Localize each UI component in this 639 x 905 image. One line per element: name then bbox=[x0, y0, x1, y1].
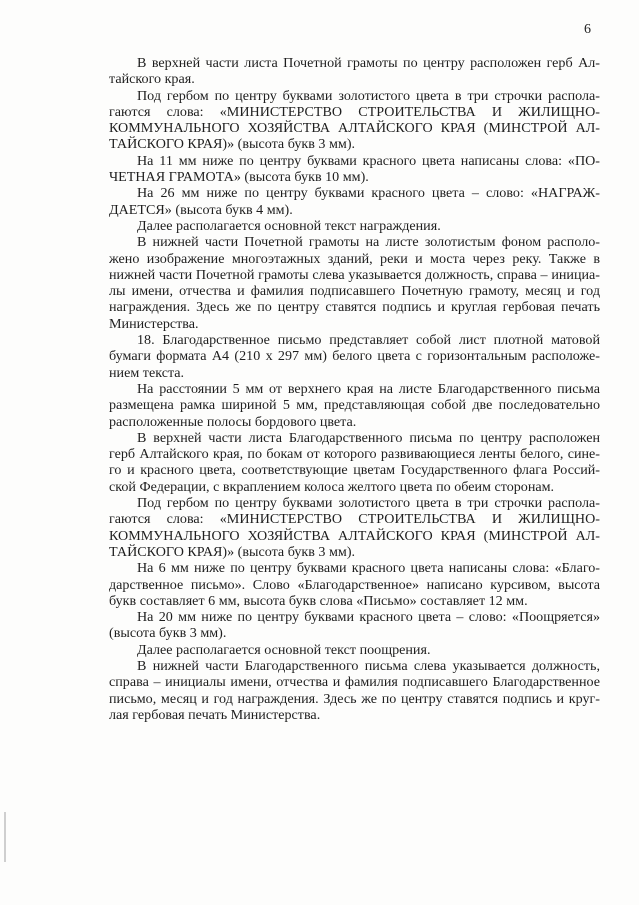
text-line: герб Алтайского края, по бокам от которого развивающиеся ленты белого, сине- bbox=[109, 446, 600, 463]
text-line: Далее располагается основной текст награждения. bbox=[137, 217, 441, 234]
text-line: лая гербовая печать Министерства. bbox=[109, 706, 321, 723]
text-line: Далее располагается основной текст поощрения. bbox=[137, 641, 431, 658]
text-line: В нижней части Благодарственного письма слева указывается должность, bbox=[137, 657, 600, 674]
text-line: жено изображение многоэтажных зданий, реки и моста через реку. Также в bbox=[109, 250, 600, 267]
scan-artifact bbox=[4, 812, 6, 862]
text-line: 18. Благодарственное письмо представляет собой лист плотной матовой bbox=[137, 332, 600, 349]
page-number: 6 bbox=[584, 22, 591, 37]
text-line: гаются слова: «МИНИСТЕРСТВО СТРОИТЕЛЬСТВА И ЖИЛИЩНО- bbox=[109, 103, 600, 120]
text-line: ТАЙСКОГО КРАЯ)» (высота букв 3 мм). bbox=[109, 136, 356, 153]
text-line: тайского края. bbox=[109, 71, 195, 88]
text-line: На расстоянии 5 мм от верхнего края на листе Благодарственного письма bbox=[137, 380, 600, 397]
text-line: нием текста. bbox=[109, 364, 185, 381]
body-text bbox=[109, 55, 600, 723]
text-line: букв составляет 6 мм, высота букв слова «Письмо» составляет 12 мм. bbox=[109, 592, 528, 609]
text-line: КОММУНАЛЬНОГО ХОЗЯЙСТВА АЛТАЙСКОГО КРАЯ (МИНСТРОЙ АЛ- bbox=[109, 120, 600, 137]
text-line: В верхней части листа Благодарственного письма по центру расположен bbox=[137, 429, 600, 446]
text-line: гаются слова: «МИНИСТЕРСТВО СТРОИТЕЛЬСТВА И ЖИЛИЩНО- bbox=[109, 511, 600, 528]
text-line: бумаги формата А4 (210 х 297 мм) белого цвета с горизонтальным расположе- bbox=[109, 348, 600, 365]
text-line: размещена рамка шириной 5 мм, представляющая собой две последовательно bbox=[109, 397, 600, 414]
text-line: справа – инициалы имени, отчества и фамилия подписавшего Благодарственное bbox=[109, 674, 600, 691]
text-line: (высота букв 3 мм). bbox=[109, 625, 227, 642]
text-line: В верхней части листа Почетной грамоты по центру расположен герб Ал- bbox=[137, 55, 600, 71]
text-line: Под гербом по центру буквами золотистого цвета в три строчки распола- bbox=[137, 87, 600, 104]
text-line: Министерства. bbox=[109, 315, 199, 332]
text-line: На 6 мм ниже по центру буквами красного цвета написаны слова: «Благо- bbox=[137, 560, 600, 577]
text-line: Под гербом по центру буквами золотистого цвета в три строчки распола- bbox=[137, 495, 600, 512]
text-line: На 26 мм ниже по центру буквами красного цвета – слово: «НАГРАЖ- bbox=[137, 185, 600, 202]
text-line: ской Федерации, с вкраплением колоса желтого цвета по обеим сторонам. bbox=[109, 478, 555, 495]
text-line: На 20 мм ниже по центру буквами красного цвета – слово: «Поощряется» bbox=[137, 609, 600, 626]
text-line: ДАЕТСЯ» (высота букв 4 мм). bbox=[109, 201, 293, 218]
text-line: письмо, месяц и год награждения. Здесь же по центру ставятся подпись и круг- bbox=[109, 690, 600, 707]
text-line: нижней части Почетной грамоты слева указывается должность, справа – инициа- bbox=[109, 266, 600, 283]
text-line: ЧЕТНАЯ ГРАМОТА» (высота букв 10 мм). bbox=[109, 169, 369, 186]
text-line: На 11 мм ниже по центру буквами красного цвета написаны слова: «ПО- bbox=[137, 152, 600, 169]
text-line: лы имени, отчества и фамилия подписавшего Почетную грамоту, месяц и год bbox=[109, 283, 600, 300]
text-line: дарственное письмо». Слово «Благодарственное» написано курсивом, высота bbox=[109, 576, 600, 593]
text-line: награждения. Здесь же по центру ставятся подпись и круглая гербовая печать bbox=[109, 299, 600, 316]
text-line: В нижней части Почетной грамоты на листе золотистым фоном располо- bbox=[137, 234, 600, 251]
text-line: КОММУНАЛЬНОГО ХОЗЯЙСТВА АЛТАЙСКОГО КРАЯ (МИНСТРОЙ АЛ- bbox=[109, 527, 600, 544]
text-line: го и красного цвета, соответствующие цветам Государственного флага Россий- bbox=[109, 462, 600, 479]
text-line: ТАЙСКОГО КРАЯ)» (высота букв 3 мм). bbox=[109, 543, 356, 560]
text-line: расположенные полосы бордового цвета. bbox=[109, 413, 357, 430]
